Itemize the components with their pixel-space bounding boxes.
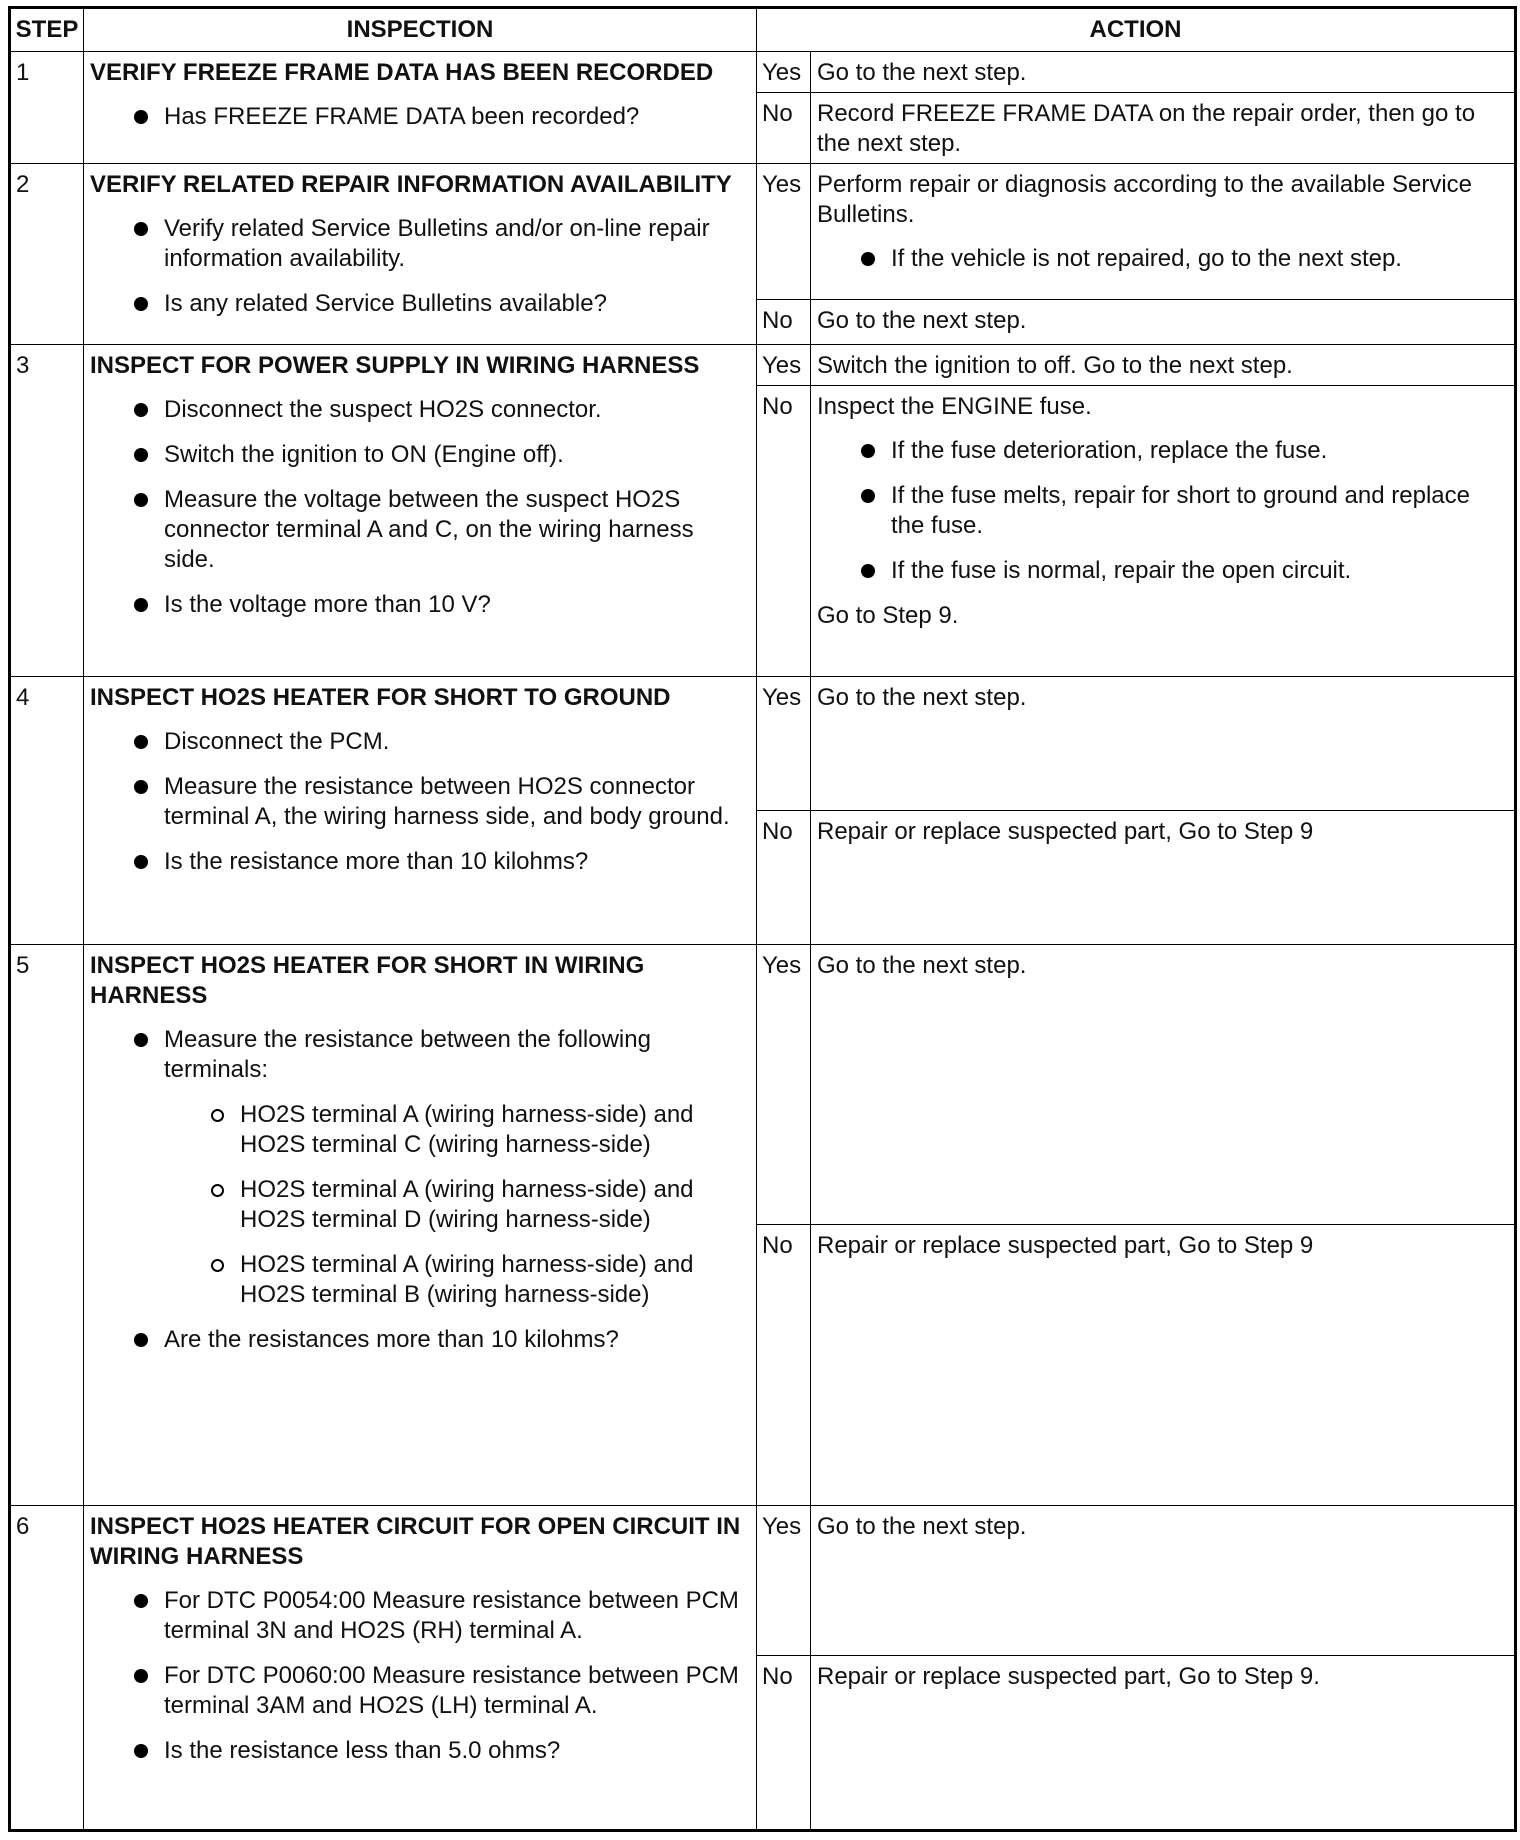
bullet-icon (861, 564, 875, 578)
step-number: 5 (10, 945, 84, 1506)
no-label: No (757, 300, 811, 345)
bullet-icon (134, 1669, 148, 1683)
bullet-item: Verify related Service Bulletins and/or on-line repair information availability. (90, 214, 750, 274)
bullet-item: Switch the ignition to ON (Engine off). (90, 440, 750, 470)
bullet-icon (134, 780, 148, 794)
no-label: No (757, 386, 811, 677)
inspection-cell (84, 945, 757, 1506)
bullet-item: For DTC P0060:00 Measure resistance between PCM terminal 3AM and HO2S (LH) terminal A. (90, 1661, 750, 1721)
no-action: Go to the next step. (811, 300, 1516, 345)
step-title: INSPECT FOR POWER SUPPLY IN WIRING HARNESS (90, 352, 700, 379)
bullet-icon (861, 252, 875, 266)
yes-action: Go to the next step. (811, 1506, 1516, 1656)
step-title: INSPECT HO2S HEATER CIRCUIT FOR OPEN CIRCUIT IN WIRING HARNESS (90, 1513, 741, 1570)
bullet-item: Measure the resistance between the following terminals: (90, 1025, 750, 1085)
step-3-yes-row (10, 345, 1516, 386)
bullet-item: Disconnect the suspect HO2S connector. (90, 395, 750, 425)
step-title: VERIFY FREEZE FRAME DATA HAS BEEN RECORDED (90, 59, 714, 86)
step-1-yes-row (10, 52, 1516, 93)
circle-bullet-icon (211, 1259, 224, 1272)
step-4-yes-row (10, 677, 1516, 811)
step-5-yes-row (10, 945, 1516, 1225)
yes-action: Go to the next step. (811, 52, 1516, 93)
header-step: STEP (10, 8, 84, 52)
no-action: Inspect the ENGINE fuse. If the fuse deterioration, replace the fuse. If the fuse melts, repair for short to ground and replace the fuse. If the fuse is normal, repair the open circuit. Go to Step 9. (811, 386, 1516, 677)
bullet-item: Are the resistances more than 10 kilohms? (90, 1325, 750, 1355)
yes-label: Yes (757, 52, 811, 93)
step-number: 6 (10, 1506, 84, 1831)
yes-label: Yes (757, 345, 811, 386)
circle-bullet-icon (211, 1109, 224, 1122)
no-label: No (757, 1656, 811, 1831)
yes-action: Switch the ignition to off. Go to the next step. (811, 345, 1516, 386)
step-title: INSPECT HO2S HEATER FOR SHORT IN WIRING HARNESS (90, 952, 645, 1009)
step-number: 4 (10, 677, 84, 945)
yes-label: Yes (757, 164, 811, 300)
yes-action: Perform repair or diagnosis according to the available Service Bulletins. If the vehicle is not repaired, go to the next step. (811, 164, 1516, 300)
header-action: ACTION (757, 8, 1516, 52)
no-label: No (757, 1225, 811, 1506)
bullet-icon (861, 444, 875, 458)
circle-bullet-icon (211, 1184, 224, 1197)
bullet-item: Measure the resistance between HO2S connector terminal A, the wiring harness side, and body ground. (90, 772, 750, 832)
inspection-cell (84, 1506, 757, 1831)
inspection-cell (84, 52, 757, 164)
bullet-item: Disconnect the PCM. (90, 727, 750, 757)
inspection-cell (84, 677, 757, 945)
step-number: 3 (10, 345, 84, 677)
bullet-icon (134, 222, 148, 236)
bullet-item: Is the resistance more than 10 kilohms? (90, 847, 750, 877)
header-row (10, 8, 1516, 52)
sub-bullet-item: HO2S terminal A (wiring harness-side) and HO2S terminal B (wiring harness-side) (90, 1250, 750, 1310)
no-action: Repair or replace suspected part, Go to Step 9 (811, 1225, 1516, 1506)
bullet-icon (861, 489, 875, 503)
sub-bullet-item: HO2S terminal A (wiring harness-side) and HO2S terminal C (wiring harness-side) (90, 1100, 750, 1160)
no-label: No (757, 93, 811, 164)
header-inspection: INSPECTION (84, 8, 757, 52)
step-title: INSPECT HO2S HEATER FOR SHORT TO GROUND (90, 684, 671, 711)
inspection-cell (84, 345, 757, 677)
bullet-item: Is the resistance less than 5.0 ohms? (90, 1736, 750, 1766)
no-action: Repair or replace suspected part, Go to Step 9 (811, 811, 1516, 945)
no-action: Repair or replace suspected part, Go to Step 9. (811, 1656, 1516, 1831)
bullet-icon (134, 735, 148, 749)
bullet-item: Measure the voltage between the suspect HO2S connector terminal A and C, on the wiring harness side. (90, 485, 750, 575)
bullet-item: Has FREEZE FRAME DATA been recorded? (90, 102, 750, 132)
inspection-cell (84, 164, 757, 345)
step-2-yes-row (10, 164, 1516, 300)
bullet-icon (134, 1033, 148, 1047)
no-action: Record FREEZE FRAME DATA on the repair order, then go to the next step. (811, 93, 1516, 164)
yes-label: Yes (757, 677, 811, 811)
bullet-item: For DTC P0054:00 Measure resistance between PCM terminal 3N and HO2S (RH) terminal A. (90, 1586, 750, 1646)
bullet-icon (134, 448, 148, 462)
bullet-icon (134, 297, 148, 311)
bullet-icon (134, 493, 148, 507)
bullet-item: If the fuse is normal, repair the open circuit. (817, 556, 1508, 586)
diagnostic-table (8, 6, 1517, 1832)
yes-action: Go to the next step. (811, 677, 1516, 811)
no-label: No (757, 811, 811, 945)
bullet-icon (134, 1594, 148, 1608)
bullet-icon (134, 855, 148, 869)
step-6-yes-row (10, 1506, 1516, 1656)
sub-bullet-item: HO2S terminal A (wiring harness-side) and HO2S terminal D (wiring harness-side) (90, 1175, 750, 1235)
bullet-icon (134, 1744, 148, 1758)
yes-action: Go to the next step. (811, 945, 1516, 1225)
bullet-item: Is any related Service Bulletins available? (90, 289, 750, 319)
yes-label: Yes (757, 945, 811, 1225)
step-title: VERIFY RELATED REPAIR INFORMATION AVAILABILITY (90, 171, 732, 198)
bullet-icon (134, 110, 148, 124)
bullet-icon (134, 598, 148, 612)
bullet-item: If the vehicle is not repaired, go to the next step. (817, 244, 1508, 274)
step-number: 2 (10, 164, 84, 345)
bullet-item: If the fuse melts, repair for short to ground and replace the fuse. (817, 481, 1508, 541)
bullet-item: Is the voltage more than 10 V? (90, 590, 750, 620)
bullet-item: If the fuse deterioration, replace the fuse. (817, 436, 1508, 466)
yes-label: Yes (757, 1506, 811, 1656)
bullet-icon (134, 403, 148, 417)
bullet-icon (134, 1333, 148, 1347)
step-number: 1 (10, 52, 84, 164)
